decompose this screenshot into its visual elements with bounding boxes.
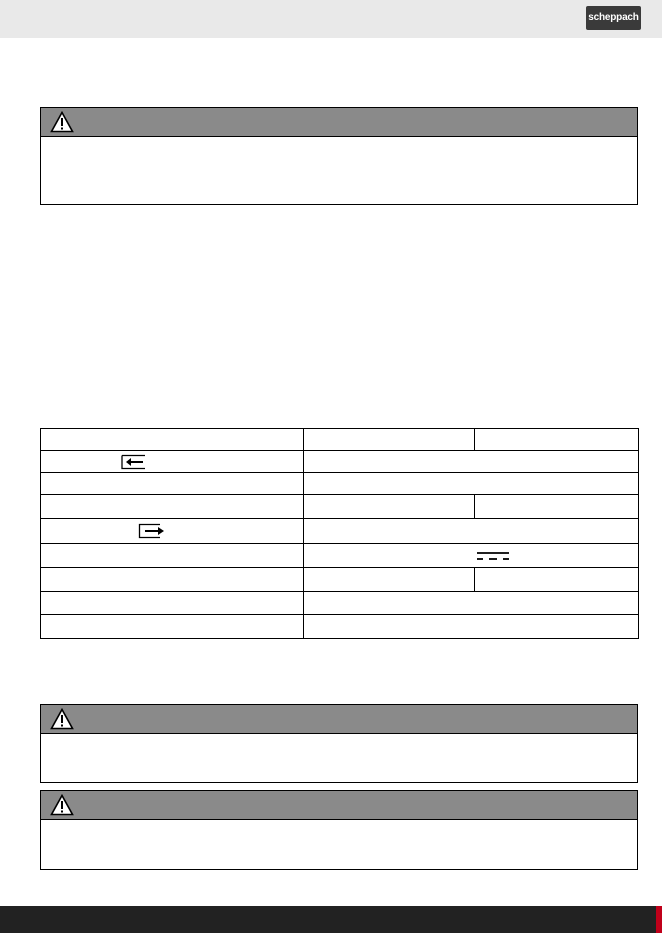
table-row bbox=[41, 615, 638, 638]
table-row bbox=[41, 519, 638, 544]
warning-box-3 bbox=[40, 790, 638, 870]
warning-body bbox=[41, 820, 637, 869]
warning-triangle-icon bbox=[50, 111, 74, 133]
warning-box-2 bbox=[40, 704, 638, 783]
warning-header bbox=[41, 705, 637, 734]
footer-accent bbox=[656, 906, 662, 933]
table-row bbox=[41, 568, 638, 592]
warning-body bbox=[41, 137, 637, 204]
table-row bbox=[41, 495, 638, 519]
warning-header bbox=[41, 108, 637, 137]
table-row bbox=[41, 592, 638, 615]
table-row bbox=[41, 473, 638, 495]
warning-body bbox=[41, 734, 637, 782]
table-row bbox=[41, 429, 638, 451]
warning-triangle-icon bbox=[50, 708, 74, 730]
brand-logo: scheppach bbox=[586, 6, 641, 30]
output-arrow-icon bbox=[138, 523, 166, 539]
header-bar bbox=[0, 0, 662, 38]
table-row bbox=[41, 544, 638, 568]
technical-data-table bbox=[40, 428, 639, 639]
footer-bar bbox=[0, 906, 662, 933]
dc-current-icon bbox=[475, 550, 511, 562]
input-arrow-icon bbox=[119, 454, 147, 470]
table-row bbox=[41, 451, 638, 473]
warning-box-1 bbox=[40, 107, 638, 205]
warning-header bbox=[41, 791, 637, 820]
warning-triangle-icon bbox=[50, 794, 74, 816]
